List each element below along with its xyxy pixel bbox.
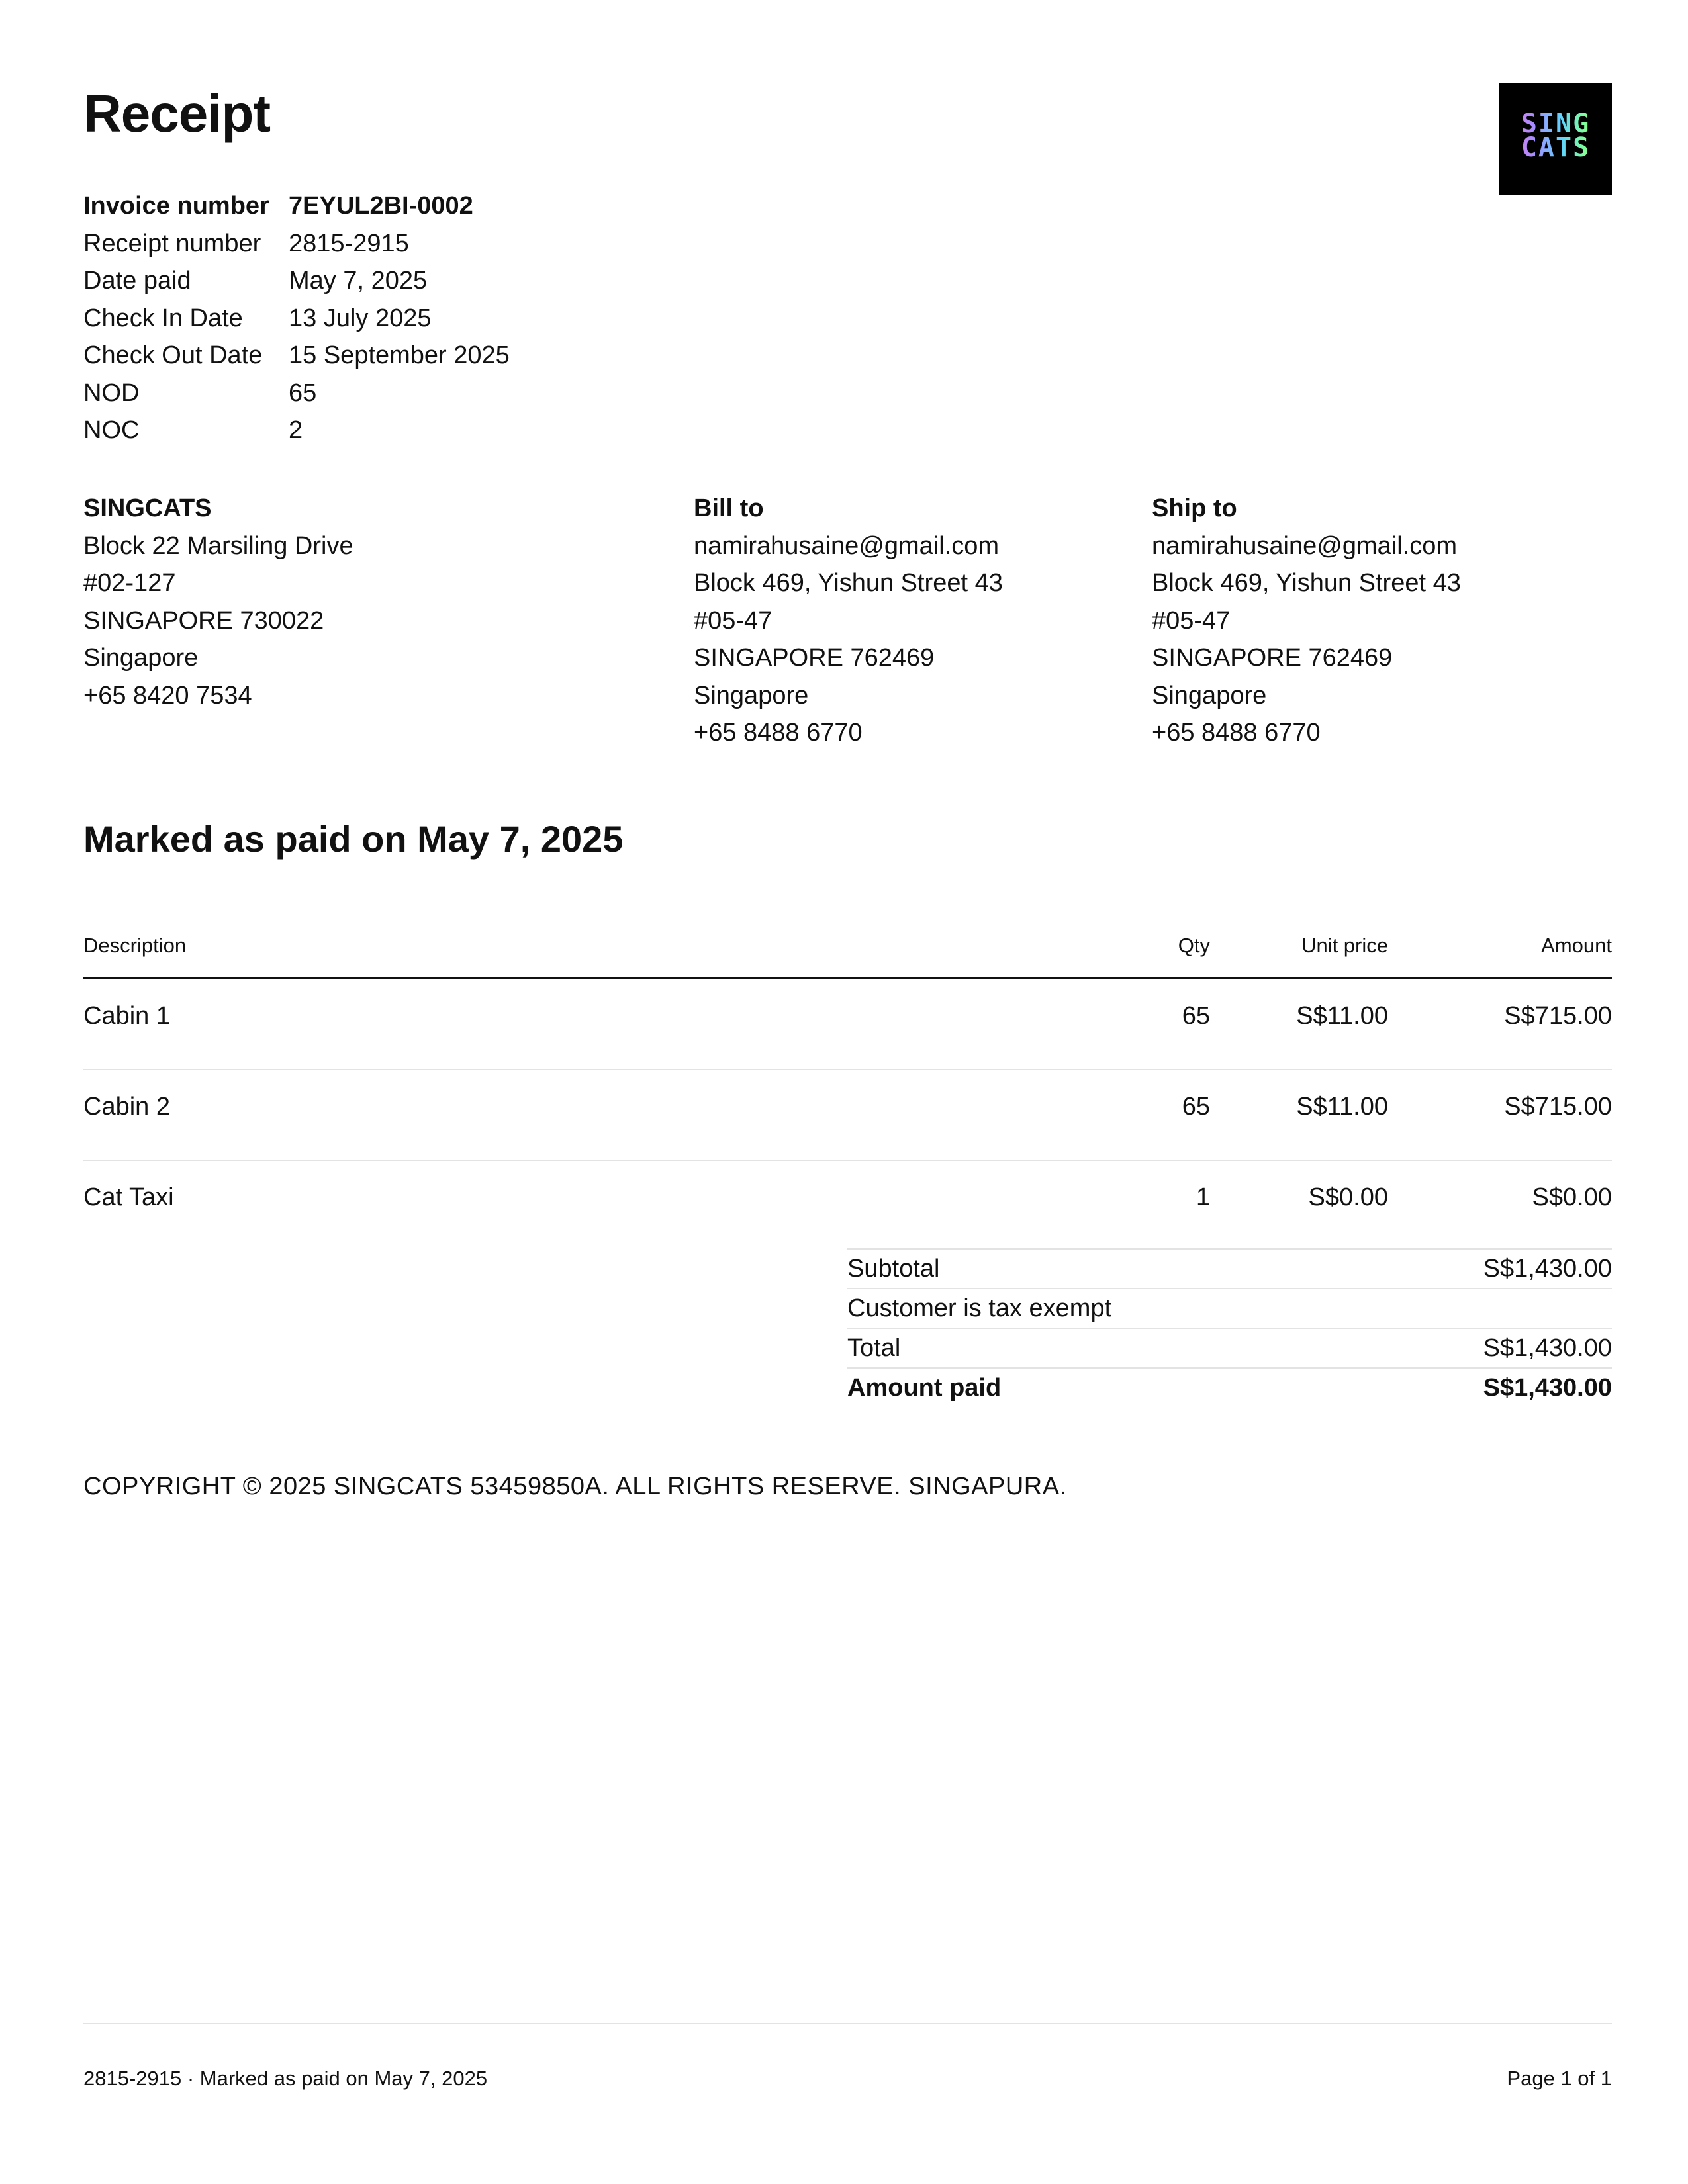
meta-row-invoice-number [83, 187, 510, 225]
meta-value: 7EYUL2BI-0002 [289, 192, 473, 220]
address-line: namirahusaine@gmail.com [694, 531, 999, 560]
header-unit-price: Unit price [1301, 934, 1388, 957]
meta-row-date-paid [83, 262, 510, 300]
bill-to-heading: Bill to [694, 494, 764, 522]
cell-description: Cabin 2 [83, 1093, 170, 1120]
total-label: Amount paid [847, 1374, 1002, 1402]
meta-value: May 7, 2025 [289, 267, 428, 295]
meta-value: 2 [289, 416, 303, 444]
table-row [83, 1161, 1612, 1250]
meta-row-check-in-date [83, 300, 510, 338]
meta-value: 65 [289, 379, 317, 407]
meta-row-check-out-date [83, 337, 510, 375]
cell-qty: 65 [1182, 1093, 1210, 1120]
paid-heading: Marked as paid on May 7, 2025 [83, 818, 624, 860]
seller-address [83, 490, 353, 714]
cell-qty: 1 [1196, 1183, 1210, 1211]
address-line: Block 469, Yishun Street 43 [694, 569, 1003, 597]
address-line: SINGAPORE 762469 [1152, 644, 1393, 672]
meta-value: 15 September 2025 [289, 341, 510, 369]
table-row [83, 1070, 1612, 1161]
meta-row-nod [83, 375, 510, 412]
cell-amount: S$0.00 [1532, 1183, 1612, 1211]
address-line: Singapore [694, 681, 809, 709]
header-qty: Qty [1178, 934, 1210, 957]
amount-paid-row [847, 1369, 1612, 1407]
page-number: Page 1 of 1 [1507, 2067, 1612, 2090]
address-line: #02-127 [83, 569, 176, 597]
receipt-meta [83, 187, 510, 449]
cell-amount: S$715.00 [1504, 1002, 1612, 1030]
total-label: Customer is tax exempt [847, 1295, 1112, 1322]
subtotal-row [847, 1250, 1612, 1289]
address-line: Block 22 Marsiling Drive [83, 531, 353, 560]
total-value: S$1,430.00 [1483, 1255, 1612, 1283]
address-line: #05-47 [694, 606, 773, 635]
cell-description: Cabin 1 [83, 1002, 170, 1030]
address-line: SINGAPORE 730022 [83, 606, 324, 635]
cell-unit-price: S$11.00 [1296, 1002, 1388, 1030]
cell-description: Cat Taxi [83, 1183, 174, 1211]
tax-exempt-row [847, 1289, 1612, 1329]
logo-line-2: CATS [1521, 132, 1591, 163]
meta-label: Receipt number [83, 229, 261, 257]
footer-divider [83, 2023, 1612, 2024]
cell-amount: S$715.00 [1504, 1093, 1612, 1120]
logo-text [1499, 109, 1612, 163]
total-row [847, 1329, 1612, 1369]
copyright-notice: COPYRIGHT © 2025 SINGCATS 53459850A. ALL RIGHTS RESERVE. SINGAPURA. [83, 1473, 1067, 1500]
cell-unit-price: S$0.00 [1308, 1183, 1388, 1211]
cell-unit-price: S$11.00 [1296, 1093, 1388, 1120]
address-line: Singapore [83, 644, 199, 672]
meta-label: Check In Date [83, 304, 243, 332]
table-header [83, 927, 1612, 979]
footer-reference: 2815-2915 · Marked as paid on May 7, 2025 [83, 2067, 488, 2090]
total-value: S$1,430.00 [1483, 1334, 1612, 1362]
singcats-logo [1499, 83, 1612, 195]
total-value: S$1,430.00 [1483, 1374, 1612, 1402]
address-line: Singapore [1152, 681, 1267, 709]
header-amount: Amount [1541, 934, 1612, 957]
meta-label: Invoice number [83, 192, 269, 220]
cell-qty: 65 [1182, 1002, 1210, 1030]
address-line: Block 469, Yishun Street 43 [1152, 569, 1461, 597]
line-items-table [83, 927, 1612, 1250]
meta-value: 2815-2915 [289, 229, 409, 257]
address-line: +65 8488 6770 [1152, 719, 1321, 747]
logo-line-1: SING [1521, 109, 1591, 139]
ship-to-address [1152, 490, 1461, 752]
meta-label: NOC [83, 416, 140, 444]
address-line: +65 8420 7534 [83, 681, 252, 709]
address-line: SINGAPORE 762469 [694, 644, 935, 672]
meta-label: Date paid [83, 267, 191, 295]
totals-summary [847, 1248, 1612, 1407]
seller-name: SINGCATS [83, 494, 212, 522]
bill-to-address [694, 490, 1003, 752]
meta-value: 13 July 2025 [289, 304, 432, 332]
address-line: namirahusaine@gmail.com [1152, 531, 1457, 560]
table-row [83, 979, 1612, 1070]
meta-label: Check Out Date [83, 341, 263, 369]
header-description: Description [83, 934, 187, 957]
ship-to-heading: Ship to [1152, 494, 1237, 522]
page-title: Receipt [83, 84, 270, 143]
total-label: Subtotal [847, 1255, 940, 1283]
total-label: Total [847, 1334, 901, 1362]
address-line: +65 8488 6770 [694, 719, 863, 747]
meta-row-noc [83, 412, 510, 449]
meta-label: NOD [83, 379, 140, 407]
address-line: #05-47 [1152, 606, 1231, 635]
meta-row-receipt-number [83, 225, 510, 263]
